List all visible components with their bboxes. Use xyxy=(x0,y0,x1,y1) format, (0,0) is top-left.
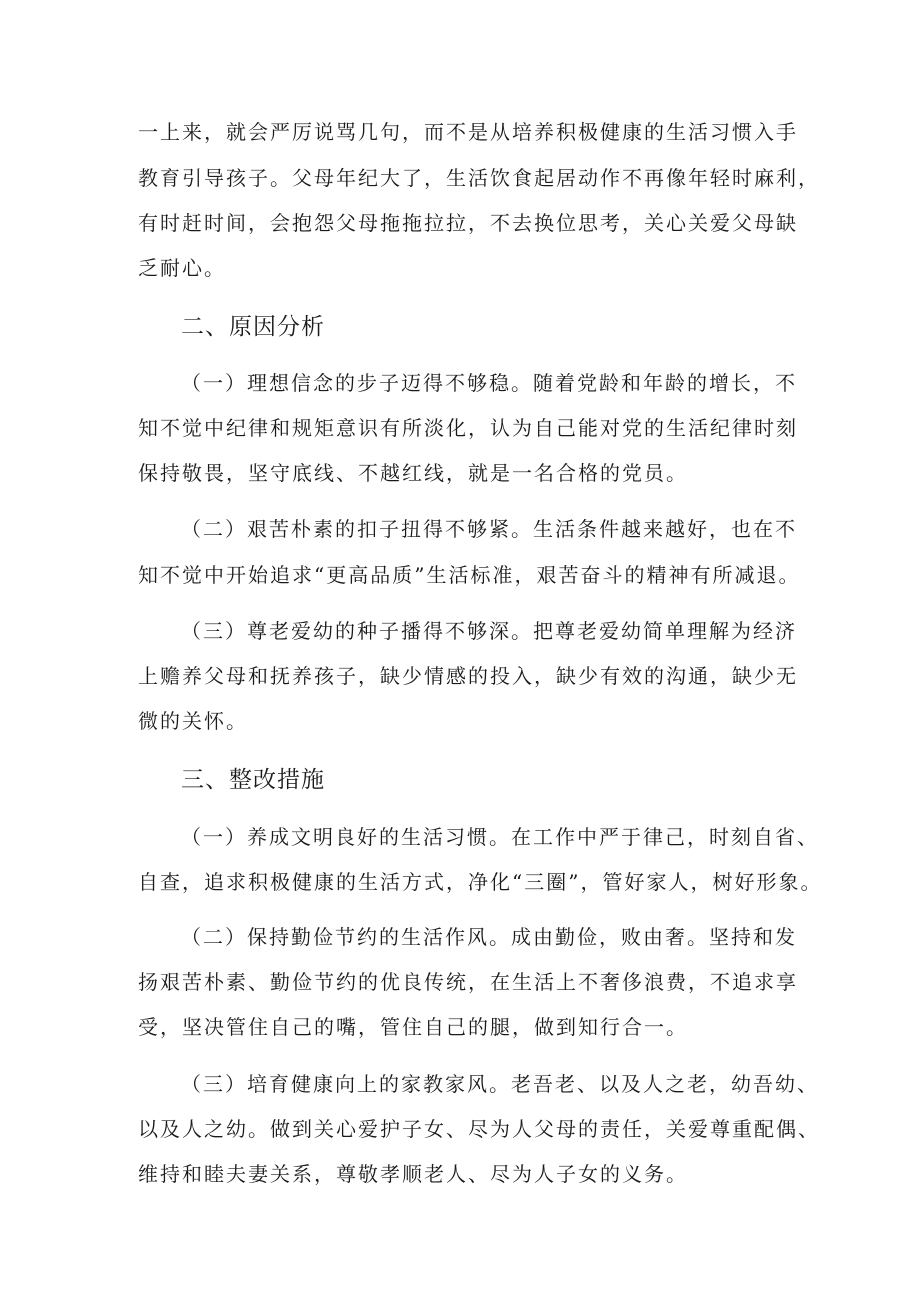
paragraph-line: 保持敬畏，坚守底线、不越红线，就是一名合格的党员。 xyxy=(138,461,688,485)
paragraph-line: 受，坚决管住自己的嘴，管住自己的腿，做到知行合一。 xyxy=(138,1015,688,1039)
paragraph-line: 上赡养父母和抚养孩子，缺少情感的投入，缺少有效的沟通，缺少无 xyxy=(138,664,798,688)
paragraph-line: 以及人之幼。做到关心爱护子女、尽为人父母的责任，关爱尊重配偶、 xyxy=(138,1117,820,1141)
intro-line: 乏耐心。 xyxy=(138,256,226,280)
paragraph-line: 微的关怀。 xyxy=(138,709,248,733)
section-heading-cause-analysis: 二、原因分析 xyxy=(181,314,325,340)
paragraph-line: 扬艰苦朴素、勤俭节约的优良传统，在生活上不奢侈浪费，不追求享 xyxy=(138,970,798,994)
paragraph-line: （二）保持勤俭节约的生活作风。成由勤俭，败由奢。坚持和发 xyxy=(181,925,797,949)
paragraph-line: （三）培育健康向上的家教家风。老吾老、以及人之老，幼吾幼、 xyxy=(181,1072,819,1096)
intro-line: 一上来，就会严厉说骂几句，而不是从培养积极健康的生活习惯入手 xyxy=(138,120,798,144)
paragraph-line: 自查，追求积极健康的生活方式，净化“三圈”，管好家人，树好形象。 xyxy=(138,870,823,894)
paragraph-line: （一）理想信念的步子迈得不够稳。随着党龄和年龄的增长，不 xyxy=(181,371,797,395)
paragraph-line: （三）尊老爱幼的种子播得不够深。把尊老爱幼简单理解为经济 xyxy=(181,619,797,643)
intro-line: 教育引导孩子。父母年纪大了，生活饮食起居动作不再像年轻时麻利， xyxy=(138,166,820,190)
paragraph-line: 维持和睦夫妻关系，尊敬孝顺老人、尽为人子女的义务。 xyxy=(138,1162,688,1186)
intro-line: 有时赶时间，会抱怨父母拖拖拉拉，不去换位思考，关心关爱父母缺 xyxy=(138,211,798,235)
paragraph-line: 知不觉中纪律和规矩意识有所淡化，认为自己能对党的生活纪律时刻 xyxy=(138,416,798,440)
paragraph-line: （一）养成文明良好的生活习惯。在工作中严于律己，时刻自省、 xyxy=(181,825,819,849)
paragraph-line: 知不觉中开始追求“更高品质”生活标准，艰苦奋斗的精神有所减退。 xyxy=(138,563,801,587)
paragraph-line: （二）艰苦朴素的扣子扭得不够紧。生活条件越来越好，也在不 xyxy=(181,517,797,541)
section-heading-rectification-measures: 三、整改措施 xyxy=(181,767,325,793)
